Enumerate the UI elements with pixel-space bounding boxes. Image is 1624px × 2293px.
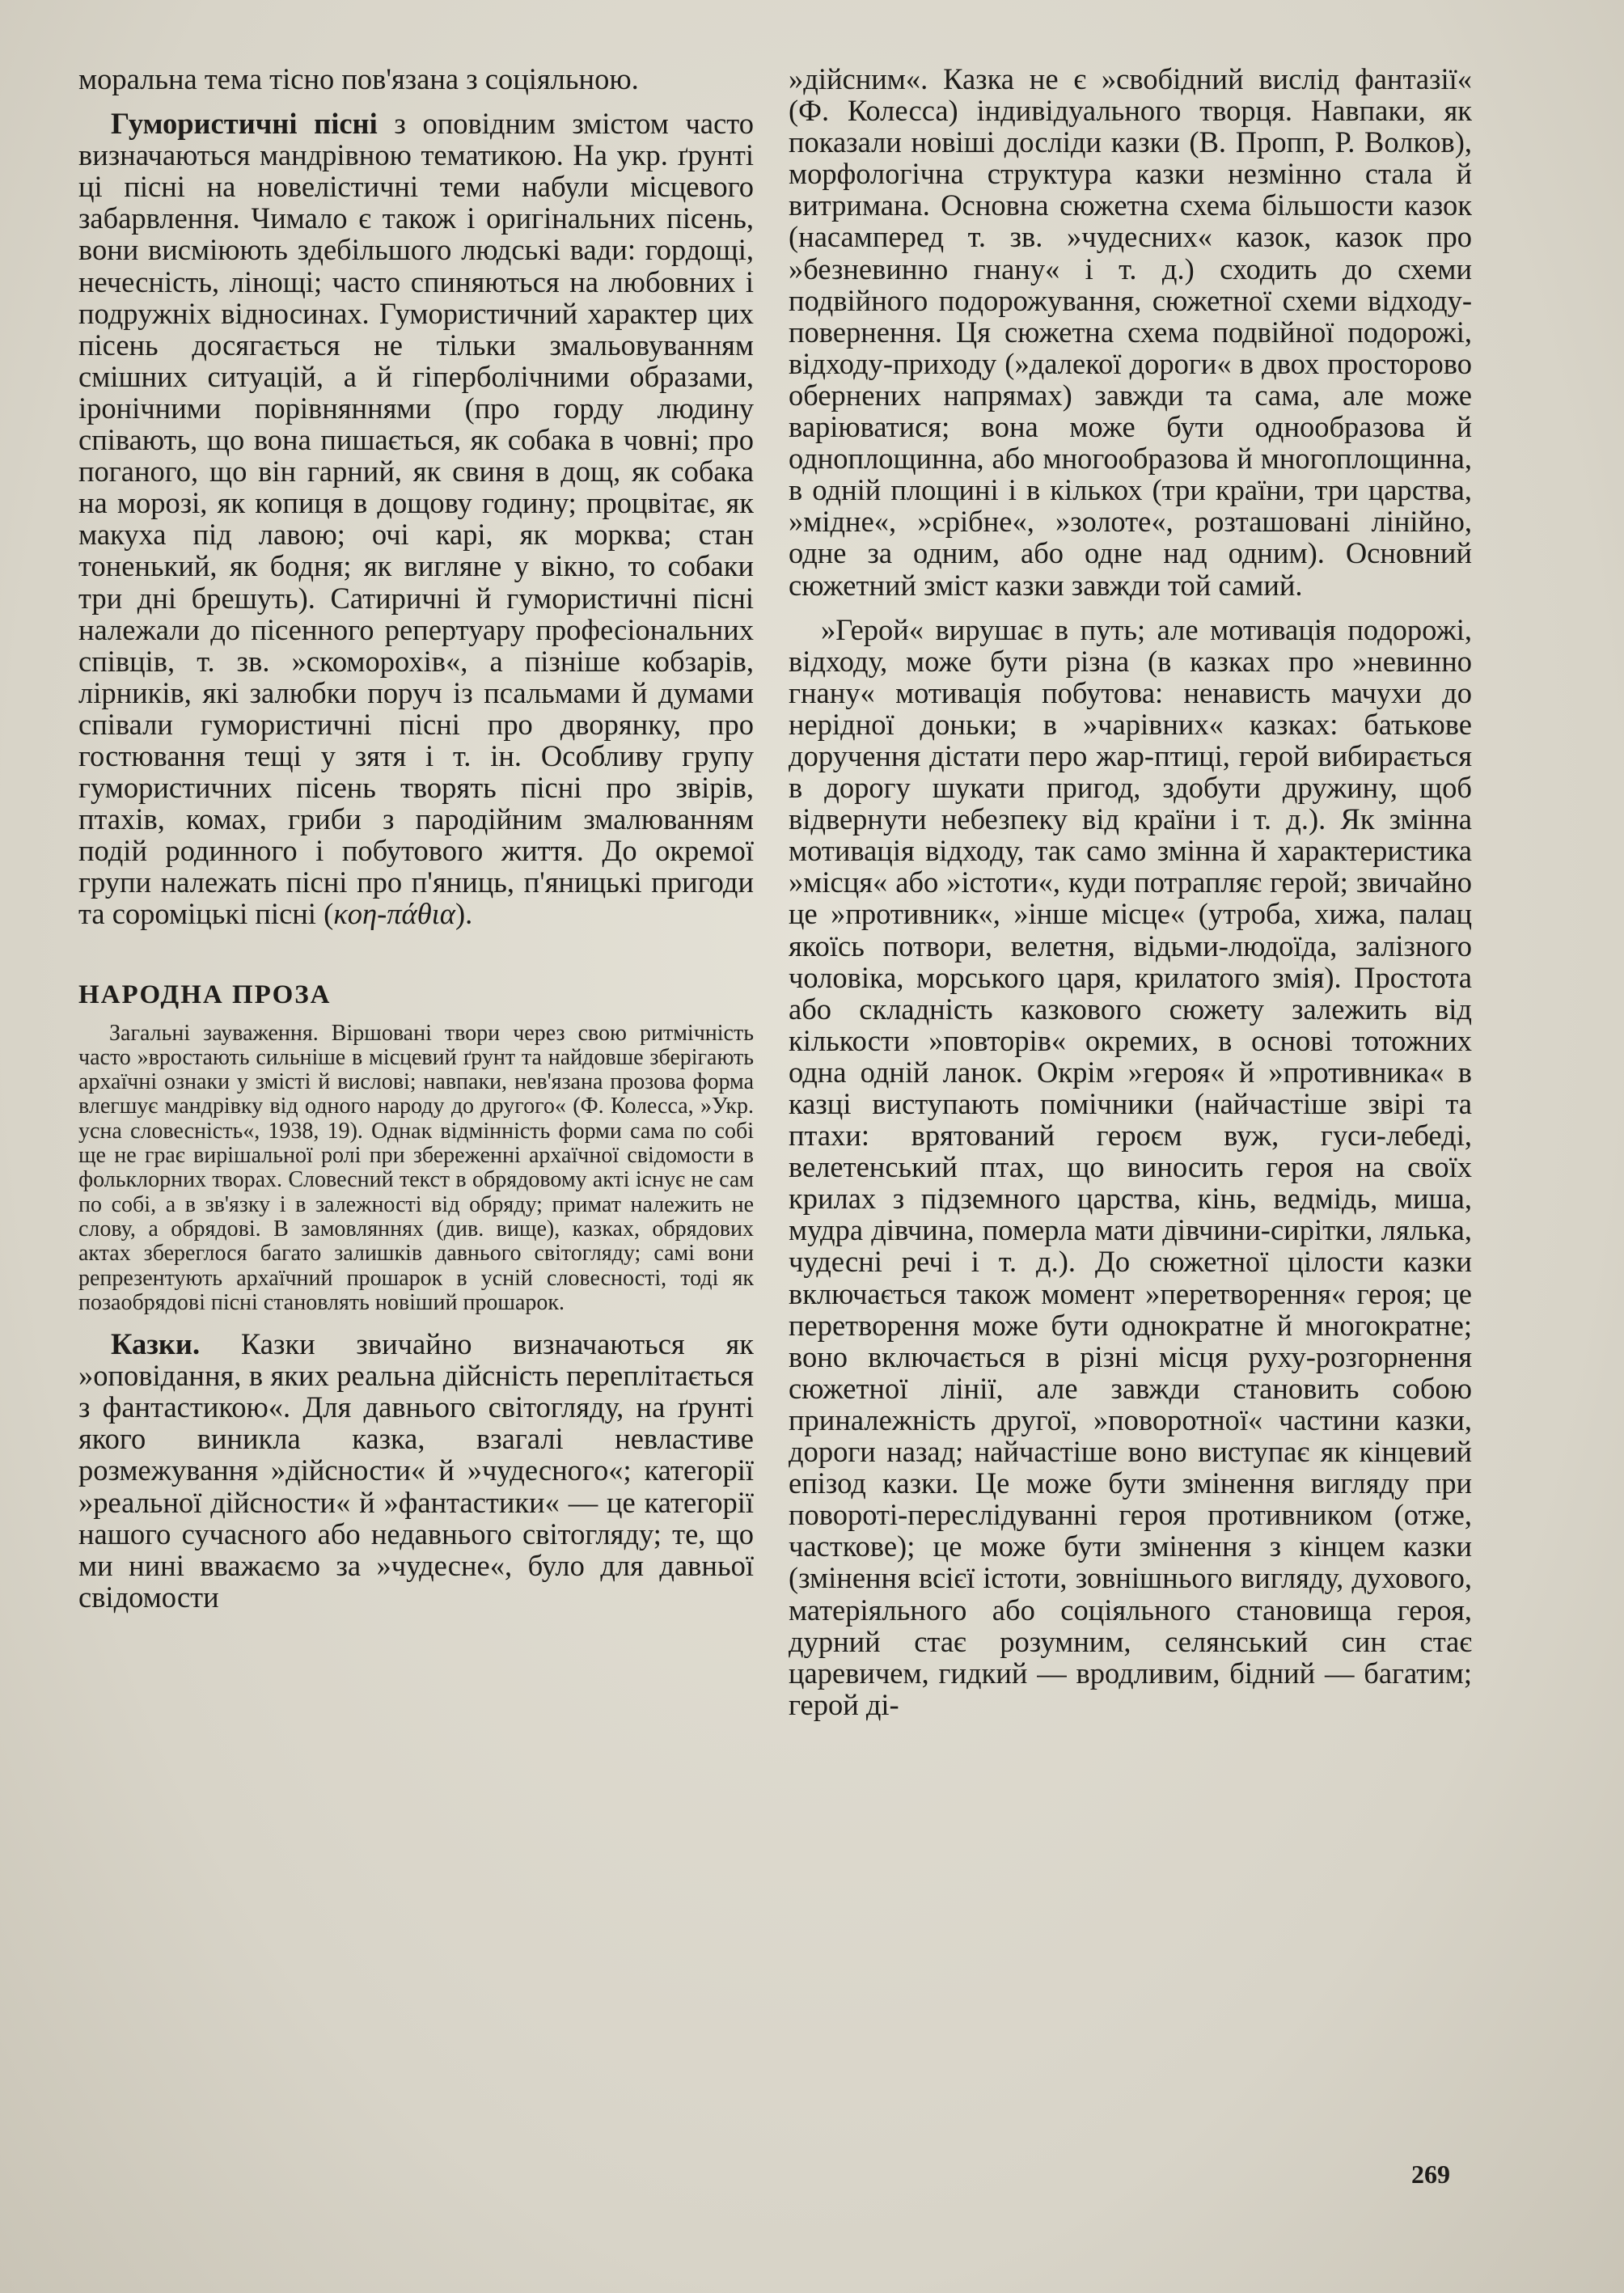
paragraph-tale-structure: »дійсним«. Казка не є »свобідний вислід фантазії« (Ф. Колесса) індивідуального творця. Навпаки, як показали новіші досліди казки (В. Пропп, Р. Волков), морфологічна структура казки незмінно стала й витримана. Основна сюжетна схема більшости казок (насамперед т. зв. »чудесних« казок, казок про »безневинно гнану« і т. д.) сходить до схеми подвійного подорожування, сюжетної схеми відходу-повернення. Ця сюжетна схема подвійної подорожі, відходу-приходу (»далекої дороги« в двох просторово обернених напрямах) завжди та сама, але може варіюватися; вона може бути однообразова й одноплощинна, або многообразова й многоплощинна, в одній площині і в кількох (три країни, три царства, »мідне«, »срібне«, »золоте«, розташовані лінійно, одне за одним, або одне над одним). Основний сюжетний зміст казки завжди той самий. xyxy=(789,62,1472,602)
left-column xyxy=(78,63,754,1613)
greek-term: κοη-πάθια xyxy=(333,897,455,931)
paragraph-humorous-songs xyxy=(78,108,754,929)
right-column xyxy=(789,63,1472,1720)
term-humorous-songs: Гумористичні пісні xyxy=(111,107,378,141)
humorous-songs-text: з оповідним змістом часто визначаються мандрівною тематикою. На укр. ґрунті ці пісні на новелістичні теми набули місцевого забарвлення. Чимало є також і оригінальних пісень, вони висміюють здебільшого людські вади: гордощі, нечесність, лінощі; часто спиняються на любовних і подружніх відносинах. Гумористичний характер цих пісень досягається не тільки змальовуванням смішних ситуацій, а й гіперболічними образами, іронічними порівняннями (про горду людину співають, що вона пишається, як собака в човні; про поганого, що він гарний, як свиня в дощ, як собака на морозі, як копиця в дощову годину; процвітає, як макуха під лавою; очі карі, як морква; стан тоненький, як бодня; як вигляне у вікно, то собаки три дні брешуть). Сатиричні й гумористичні пісні належали до пісенного репертуару професіональних співців, т. зв. »скоморохів«, а пізніше кобзарів, лірників, які залюбки поруч із псальмами й думами співали гумористичні пісні про дворянку, про гостювання тещі у зятя і т. ін. Особливу групу гумористичних пісень творять пісні про звірів, птахів, комах, гриби з пародійним змалюванням подій родинного і побутового життя. До окремої групи належать пісні про п'яниць, п'яницькі пригоди та сороміцькі пісні ( xyxy=(78,107,754,931)
paragraph-general-remarks: Загальні зауваження. Віршовані твори через свою ритмічність часто »вростають сильніше в місцевий ґрунт та найдовше зберігають архаїчні ознаки у змісті й вислові; навпаки, нев'язана прозова форма влегшує мандрівку від одного народу до другого« (Ф. Колесса, »Укр. усна словесність«, 1938, 19). Однак відмінність форми сама по собі ще не грає вирішальної ролі при збереженні архаїчної свідомости в фольклорних творах. Словесний текст в обрядовому акті існує не сам по собі, а в зв'язку і в залежності від обряду; примат належить не слову, а обрядові. В замовляннях (див. вище), казках, обрядових актах збереглося багато залишків давнього світогляду; самі вони репрезентують архаїчний прошарок в усній словесності, тоді як позаобрядові пісні становлять новіший прошарок. xyxy=(78,1020,754,1315)
paragraph-hero-journey: »Герой« вирушає в путь; але мотивація подорожі, відходу, може бути різна (в казках про »невинно гнану« мотивація побутова: ненависть мачухи до нерідної доньки; в »чарівних« казках: батькове доручення дістати перо жар-птиці, герой вибирається в дорогу шукати пригод, здобути дружину, щоб відвернути небезпеку від країни і т. д.). Як змінна мотивація відходу, так само змінна й характеристика »місця« або »істоти«, куди потрапляє герой; звичайно це »противник«, »інше місце« (утроба, хижа, палац якоїсь потвори, велетня, відьми-людоїда, залізного чоловіка, морського царя, крилатого змія). Простота або складність казкового сюжету залежить від кількости »повторів« окремих, в основі тотожних одна одній ланок. Окрім »героя« й »противника« в казці виступають помічники (найчастіше звірі та птахи: врятований героєм вуж, гуси-лебеді, велетенський птах, що виносить героя на своїх крилах з підземного царства, кінь, ведмідь, миша, мудра дівчина, померла мати дівчини-сирітки, лялька, чудесні речі і т. д.). До сюжетної цілости казки включається також момент »перетворення« героя; це перетворення може бути однократне й многократне; воно включається в різні місця руху-розгорнення сюжетної лінії, але завжди становить собою приналежність другої, »поворотної« частини казки, дороги назад; найчастіше воно виступає як кінцевий епізод казки. Це може бути змінення вигляду при повороті-переслідуванні героя противником (отже, часткове); це може бути змінення з кінцем казки (змінення всієї істоти, зовнішнього вигляду, духового, матеріяльного або соціяльного становища героя, дурний стає розумним, селянський син стає царевичем, гидкий — вродливим, бідний — багатим; герой ді- xyxy=(789,612,1472,1721)
section-heading-folk-prose: НАРОДНА ПРОЗА xyxy=(78,979,332,1009)
humorous-songs-end: ). xyxy=(455,897,473,931)
paragraph-fairy-tales xyxy=(78,1328,754,1613)
fairy-tales-text: Казки звичайно визначаються як »оповідання, в яких реальна дійсність переплітається з фантастикою«. Для давнього світогляду, на ґрунті якого виникла казка, взагалі невластиве розмежування »дійсности« й »чудесного«; категорії »реальної дійсности« й »фантастики« — це категорії нашого сучасного або недавнього світогляду; те, що ми нині вважаємо за »чудесне«, було для давньої свідомости xyxy=(78,1327,754,1614)
term-fairy-tales: Казки. xyxy=(111,1327,201,1361)
page-number: 269 xyxy=(1411,2160,1450,2189)
paragraph-moral-theme: моральна тема тісно пов'язана з соціяльною. xyxy=(78,62,639,95)
